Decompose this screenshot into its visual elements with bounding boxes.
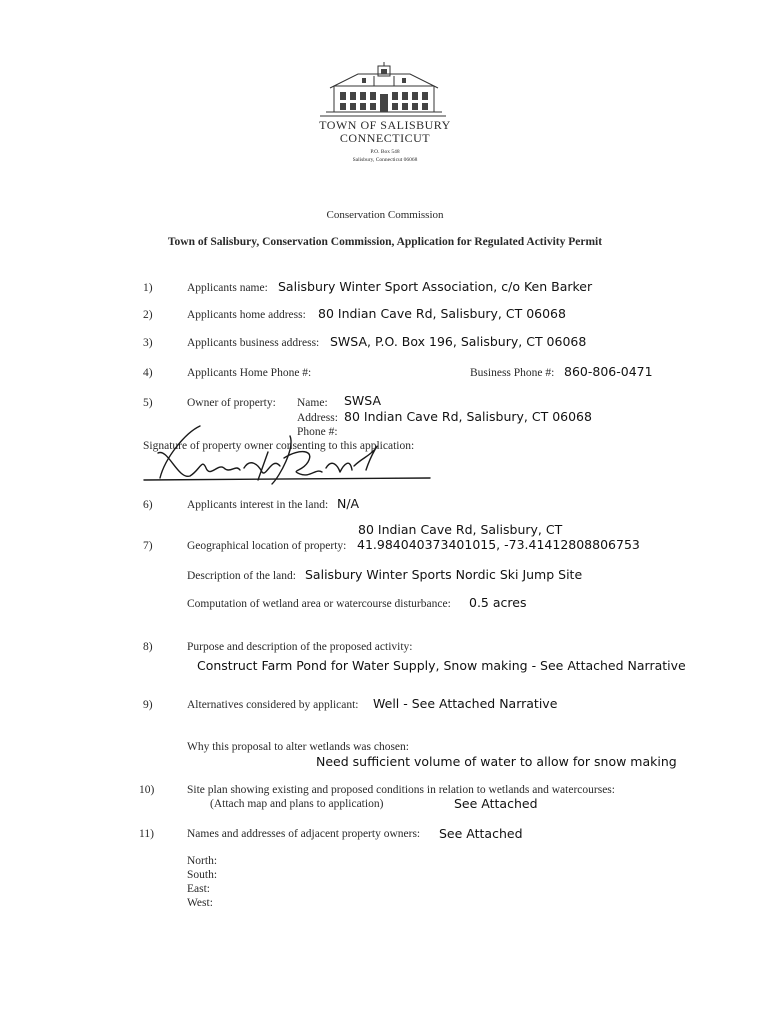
wetland-computation-value: 0.5 acres	[469, 595, 527, 610]
owner-address-label: Address:	[297, 412, 338, 424]
town-name: TOWN OF SALISBURY	[319, 118, 451, 132]
why-chosen-label: Why this proposal to alter wetlands was chosen:	[187, 741, 409, 753]
location-coordinates-value: 41.984040373401015, -73.41412808806753	[357, 537, 640, 552]
q9-number: 9)	[143, 699, 153, 711]
owner-name-label: Name:	[297, 397, 328, 409]
east-label: East:	[187, 883, 210, 895]
owner-signature-label: Signature of property owner consenting to this application:	[143, 440, 415, 452]
commission-name: Conservation Commission	[326, 209, 444, 221]
alternatives-label: Alternatives considered by applicant:	[187, 699, 359, 711]
home-address-label: Applicants home address:	[187, 309, 306, 321]
business-address-value: SWSA, P.O. Box 196, Salisbury, CT 06068	[330, 334, 587, 349]
q8-number: 8)	[143, 641, 153, 653]
q3-number: 3)	[143, 337, 153, 349]
q7-number: 7)	[143, 540, 153, 552]
applicant-name-value: Salisbury Winter Sport Association, c/o Ken Barker	[278, 279, 593, 294]
land-description-label: Description of the land:	[187, 570, 296, 582]
location-address-value: 80 Indian Cave Rd, Salisbury, CT	[358, 522, 563, 537]
form-title: Town of Salisbury, Conservation Commission, Application for Regulated Activity Permit	[167, 236, 603, 248]
q4-number: 4)	[143, 367, 153, 379]
why-chosen-value: Need sufficient volume of water to allow for snow making	[316, 754, 677, 769]
business-phone-label: Business Phone #:	[470, 367, 555, 379]
q1-number: 1)	[143, 282, 153, 294]
adjacent-owners-label: Names and addresses of adjacent property owners:	[187, 828, 421, 840]
site-plan-label: Site plan showing existing and proposed conditions in relation to wetlands and watercourses:	[187, 784, 615, 796]
owner-phone-label: Phone #:	[297, 426, 338, 438]
po-box: P.O. Box 548	[370, 149, 400, 155]
business-phone-value: 860-806-0471	[564, 364, 653, 379]
purpose-value: Construct Farm Pond for Water Supply, Snow making - See Attached Narrative	[197, 658, 686, 673]
owner-address-value: 80 Indian Cave Rd, Salisbury, CT 06068	[344, 409, 592, 424]
state-name: CONNECTICUT	[339, 131, 431, 145]
land-description-value: Salisbury Winter Sports Nordic Ski Jump Site	[305, 567, 583, 582]
home-address-value: 80 Indian Cave Rd, Salisbury, CT 06068	[318, 306, 566, 321]
q5-number: 5)	[143, 397, 153, 409]
west-label: West:	[187, 897, 213, 909]
city-line: Salisbury, Connecticut 06068	[352, 157, 418, 163]
wetland-computation-label: Computation of wetland area or watercourse disturbance:	[187, 598, 451, 610]
location-label: Geographical location of property:	[187, 540, 347, 552]
land-interest-label: Applicants interest in the land:	[187, 499, 329, 511]
owner-signature	[140, 418, 440, 493]
alternatives-value: Well - See Attached Narrative	[373, 696, 558, 711]
purpose-label: Purpose and description of the proposed activity:	[187, 641, 413, 653]
site-plan-value: See Attached	[454, 796, 538, 811]
q11-number: 11)	[139, 828, 154, 840]
south-label: South:	[187, 869, 218, 881]
land-interest-value: N/A	[337, 496, 360, 511]
site-plan-sublabel: (Attach map and plans to application)	[210, 798, 384, 810]
q6-number: 6)	[143, 499, 153, 511]
q2-number: 2)	[143, 309, 153, 321]
q10-number: 10)	[139, 784, 155, 796]
adjacent-owners-value: See Attached	[439, 826, 523, 841]
owner-label: Owner of property:	[187, 397, 276, 409]
home-phone-label: Applicants Home Phone #:	[187, 367, 312, 379]
applicant-name-label: Applicants name:	[187, 282, 268, 294]
owner-name-value: SWSA	[344, 393, 382, 408]
north-label: North:	[187, 855, 218, 867]
business-address-label: Applicants business address:	[187, 337, 320, 349]
town-hall-logo	[318, 62, 448, 118]
